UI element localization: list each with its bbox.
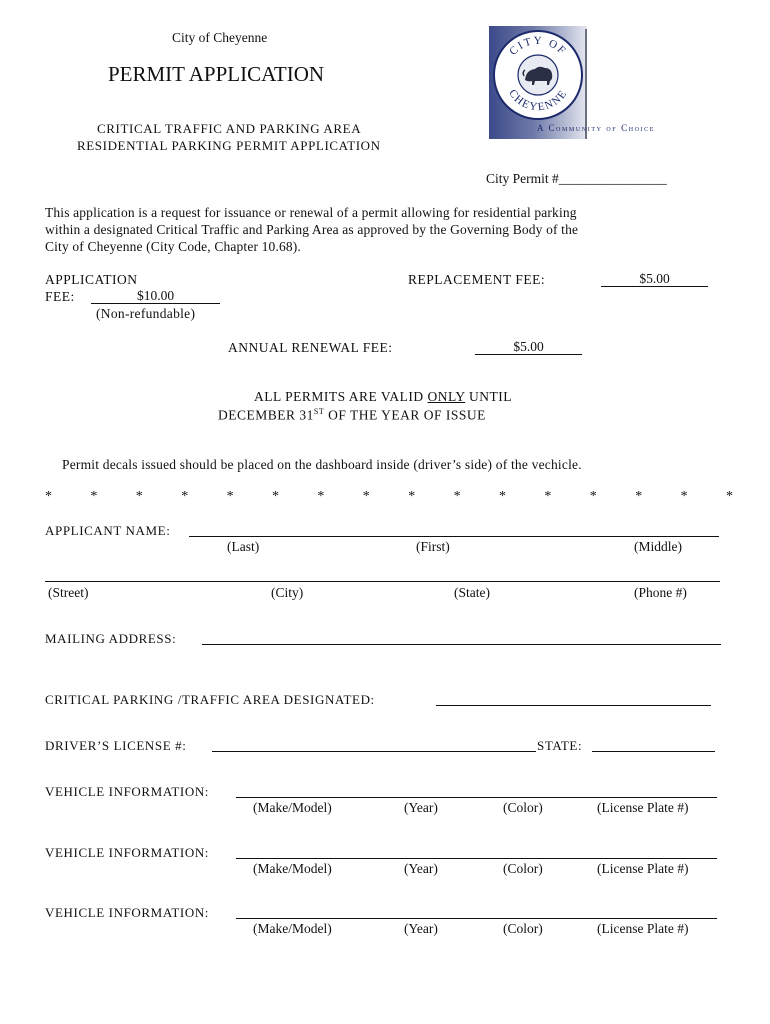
validity-date: DECEMBER 31	[218, 407, 314, 423]
vehicle-2-make-caption: (Make/Model)	[253, 861, 332, 876]
vehicle-3-make-caption: (Make/Model)	[253, 921, 332, 936]
seal-circle	[493, 30, 583, 120]
separator-star: *	[362, 489, 370, 504]
separator-star: *	[90, 489, 98, 504]
vehicle-2-plate-caption: (License Plate #)	[597, 861, 689, 876]
validity-line-2	[218, 407, 486, 424]
address-field[interactable]	[45, 581, 720, 582]
separator-star: *	[453, 489, 461, 504]
separator-star: *	[135, 489, 143, 504]
vehicle-1-plate-caption: (License Plate #)	[597, 800, 689, 815]
separator-star: *	[317, 489, 325, 504]
permit-number-label: City Permit #	[486, 171, 559, 186]
replacement-fee-value: $5.00	[601, 272, 708, 287]
separator-star: *	[272, 489, 279, 504]
separator-star: *	[408, 489, 416, 504]
address-street-caption: (Street)	[48, 585, 89, 600]
separator-star: *	[226, 489, 234, 504]
vehicle-1-year-caption: (Year)	[404, 800, 438, 815]
critical-area-field[interactable]	[436, 705, 711, 706]
license-state-field[interactable]	[592, 751, 715, 752]
subtitle-line-1: CRITICAL TRAFFIC AND PARKING AREA	[97, 121, 362, 136]
svg-text:CITY OF: CITY OF	[507, 34, 569, 58]
separator-star: *	[726, 489, 733, 504]
separator-star: *	[181, 489, 189, 504]
address-city-caption: (City)	[271, 585, 304, 600]
svg-text:CHEYENNE: CHEYENNE	[506, 87, 570, 114]
vehicle-3-color-caption: (Color)	[503, 921, 543, 936]
separator-star: *	[635, 489, 643, 504]
city-seal-logo	[489, 26, 689, 144]
applicant-name-label: APPLICANT NAME:	[45, 523, 171, 538]
separator-star: *	[680, 489, 688, 504]
seal-emblem-icon	[495, 32, 581, 118]
vehicle-1-label: VEHICLE INFORMATION:	[45, 784, 210, 799]
city-name: City of Cheyenne	[172, 30, 268, 45]
renewal-fee-value: $5.00	[475, 340, 582, 355]
vehicle-1-color-caption: (Color)	[503, 800, 543, 815]
address-state-caption: (State)	[454, 585, 490, 600]
vehicle-3-plate-caption: (License Plate #)	[597, 921, 689, 936]
vehicle-2-year-caption: (Year)	[404, 861, 438, 876]
critical-area-label: CRITICAL PARKING /TRAFFIC AREA DESIGNATED:	[45, 692, 375, 707]
replacement-fee-label: REPLACEMENT FEE:	[408, 272, 546, 287]
vehicle-2-color-caption: (Color)	[503, 861, 543, 876]
subtitle-line-2: RESIDENTIAL PARKING PERMIT APPLICATION	[77, 138, 381, 153]
drivers-license-label: DRIVER’S LICENSE #:	[45, 738, 187, 753]
applicant-last-caption: (Last)	[227, 539, 260, 554]
seal-motto: A Community of Choice	[537, 123, 656, 133]
application-fee-label-1: APPLICATION	[45, 272, 138, 287]
vehicle-3-label: VEHICLE INFORMATION:	[45, 905, 210, 920]
validity-text-1: ALL PERMITS ARE VALID	[254, 389, 428, 404]
separator-star: *	[499, 489, 506, 504]
address-phone-caption: (Phone #)	[634, 585, 687, 600]
intro-line-2: within a designated Critical Traffic and Parking Area as approved by the Governing Body of the	[45, 222, 579, 237]
vehicle-2-field[interactable]	[236, 858, 717, 859]
vehicle-3-year-caption: (Year)	[404, 921, 438, 936]
permit-number-field[interactable]: ________________	[558, 171, 667, 186]
mailing-address-field[interactable]	[202, 644, 721, 645]
mailing-address-label: MAILING ADDRESS:	[45, 631, 177, 646]
vehicle-2-label: VEHICLE INFORMATION:	[45, 845, 210, 860]
vehicle-3-field[interactable]	[236, 918, 717, 919]
validity-text-3: OF THE YEAR OF ISSUE	[324, 407, 486, 423]
separator-star: *	[45, 489, 52, 504]
application-fee-value: $10.00	[91, 289, 220, 304]
validity-emphasis: ONLY	[427, 389, 466, 404]
applicant-middle-caption: (Middle)	[634, 539, 682, 554]
renewal-fee-label: ANNUAL RENEWAL FEE:	[228, 340, 393, 355]
validity-date-suffix: ST	[313, 407, 325, 416]
intro-line-1: This application is a request for issuance or renewal of a permit allowing for residential parking	[45, 205, 577, 220]
applicant-first-caption: (First)	[416, 539, 450, 554]
intro-line-3: City of Cheyenne (City Code, Chapter 10.68).	[45, 239, 301, 254]
decal-placement-note: Permit decals issued should be placed on the dashboard inside (driver’s side) of the vechicle.	[62, 457, 582, 472]
separator-star: *	[544, 489, 552, 504]
validity-text-2: UNTIL	[465, 389, 513, 404]
applicant-name-field[interactable]	[189, 536, 719, 537]
vehicle-1-make-caption: (Make/Model)	[253, 800, 332, 815]
page-title: PERMIT APPLICATION	[108, 62, 325, 86]
city-permit-number	[486, 171, 667, 187]
vehicle-1-field[interactable]	[236, 797, 717, 798]
license-state-label: STATE:	[537, 738, 583, 753]
separator-star: *	[589, 489, 597, 504]
validity-line-1	[254, 389, 512, 405]
application-fee-label-2: FEE:	[45, 289, 75, 304]
drivers-license-field[interactable]	[212, 751, 536, 752]
non-refundable-note: (Non-refundable)	[96, 306, 196, 321]
